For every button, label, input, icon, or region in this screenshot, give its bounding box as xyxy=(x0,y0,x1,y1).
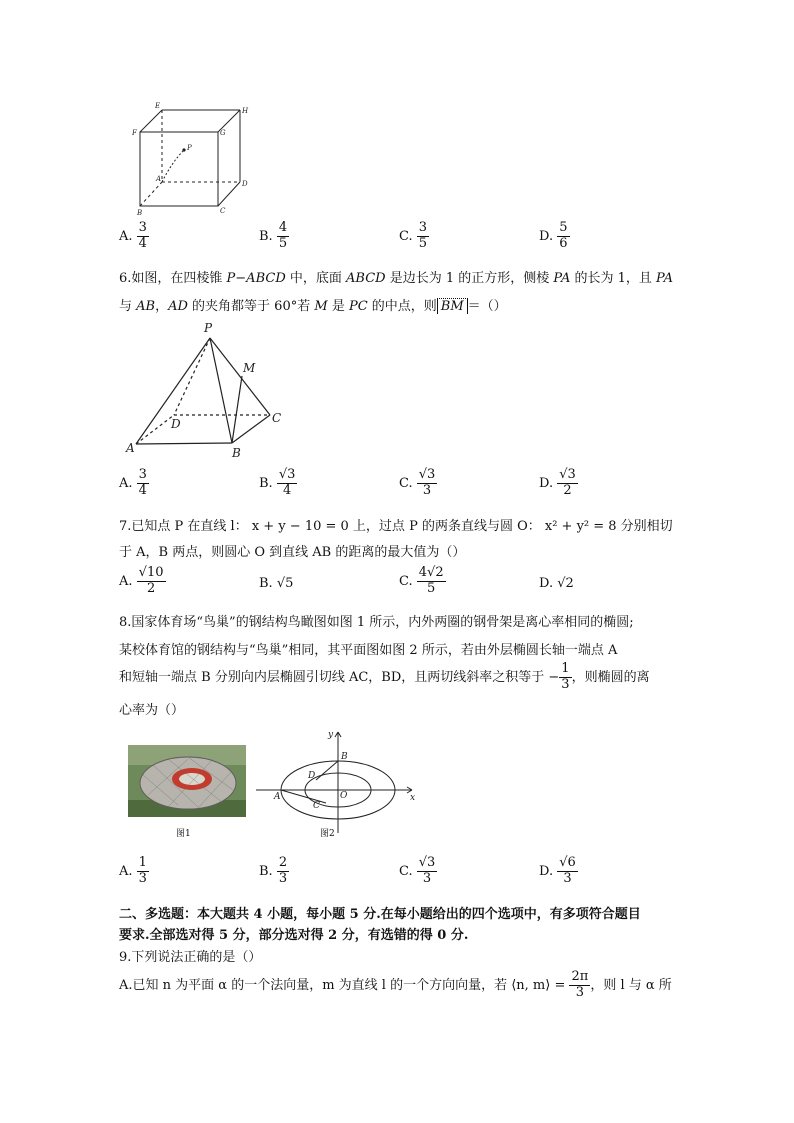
q6-option-c: C. $\frac{√3}{3}$ xyxy=(399,467,436,498)
label-d: D xyxy=(308,771,316,781)
label-y: y xyxy=(328,730,334,740)
label-d: D xyxy=(242,180,248,188)
q9-title: 9.下列说法正确的是（） xyxy=(119,950,262,965)
section-2-heading-line-1: 二、多选题：本大题共 4 小题，每小题 5 分.在每小题给出的四个选项中，有多项符合题目 xyxy=(119,907,641,922)
q7-option-c: C. $\frac{4√2}{5}$ xyxy=(399,565,444,596)
label-c: C xyxy=(313,801,320,811)
label-b: B xyxy=(341,752,348,762)
section-2-heading-line-2: 要求.全部选对得 5 分，部分选对得 2 分，有选错的得 0 分. xyxy=(119,928,469,943)
label-a: A xyxy=(274,792,281,802)
label-a: A xyxy=(156,175,162,183)
label-p: P xyxy=(204,321,213,335)
figure-2-caption: 图2 xyxy=(320,829,335,839)
label-x: x xyxy=(410,793,416,803)
q7-option-d: D. √2 xyxy=(539,576,574,591)
q6-line-2: 与 AB，AD 的夹角都等于 60°若 M 是 PC 的中点，则 BM ＝（） xyxy=(119,299,507,314)
q6-option-d: D. $\frac{√3}{2}$ xyxy=(539,467,576,498)
q7-line-1: 7.已知点 P 在直线 l： x + y − 10 = 0 上，过点 P 的两条直线与圆 O： x² + y² = 8 分别相切 xyxy=(119,519,673,534)
label-o: O xyxy=(340,791,348,801)
tangent-bd xyxy=(316,761,338,780)
q7-option-a: A. $\frac{√10}{2}$ xyxy=(119,565,164,596)
label-g: G xyxy=(220,129,226,137)
point-p xyxy=(182,148,185,151)
q9-option-a: A.已知 n 为平面 α 的一个法向量，m 为直线 l 的一个方向向量，若 ⟨n, m⟩ = $\frac{2\pi}{3}$ ，则 l 与 α 所 xyxy=(119,969,672,1000)
q6-option-b: B. $\frac{√3}{4}$ xyxy=(259,467,296,498)
label-h: H xyxy=(242,107,249,115)
ellipses-diagram xyxy=(252,728,422,838)
q8-option-c: C. $\frac{√3}{3}$ xyxy=(399,855,436,886)
q8-line-1: 8.国家体育场“鸟巢”的钢结构鸟瞰图如图 1 所示，内外两圈的钢骨架是离心率相同的椭圆; xyxy=(119,615,634,630)
cube-front-face xyxy=(140,132,218,206)
q7-line-2: 于 A，B 两点，则圆心 O 到直线 AB 的距离的最大值为（） xyxy=(119,545,466,560)
q8-line-2: 某校体育馆的钢结构与“鸟巢”相同，其平面图如图 2 所示，若由外层椭圆长轴一端点 A xyxy=(119,643,618,658)
q8-line-3: 和短轴一端点 B 分别向内层椭圆引切线 AC，BD，且两切线斜率之积等于 − $\frac{1}{3}$ ，则椭圆的离 xyxy=(119,661,650,692)
label-m: M xyxy=(243,361,256,375)
q8-line-4: 心率为（） xyxy=(119,703,185,718)
cube-figure xyxy=(128,100,268,220)
label-f: F xyxy=(132,129,137,137)
q8-option-d: D. $\frac{√6}{3}$ xyxy=(539,855,576,886)
bird-nest-stadium-photo xyxy=(128,745,246,817)
figure-1-caption: 图1 xyxy=(176,829,191,839)
q8-option-a: A. $\frac{1}{3}$ xyxy=(119,855,147,886)
q5-option-c: C. $\frac{3}{5}$ xyxy=(399,220,428,251)
q5-option-a: A. $\frac{3}{4}$ xyxy=(119,220,147,251)
q6-option-a: A. $\frac{3}{4}$ xyxy=(119,467,147,498)
q5-option-b: B. $\frac{4}{5}$ xyxy=(259,220,288,251)
q8-option-b: B. $\frac{2}{3}$ xyxy=(259,855,288,886)
label-c: C xyxy=(220,207,226,215)
label-c: C xyxy=(272,411,282,425)
q6-line-1: 6.如图，在四棱锥 P−ABCD 中，底面 ABCD 是边长为 1 的正方形，侧棱 PA 的长为 1，且 PA xyxy=(119,271,673,286)
vector-bm: BM xyxy=(437,298,468,314)
label-b: B xyxy=(137,209,143,217)
label-a: A xyxy=(126,441,135,455)
label-d: D xyxy=(171,417,181,431)
q7-option-b: B. √5 xyxy=(259,576,294,591)
label-b: B xyxy=(232,446,241,460)
q5-option-d: D. $\frac{5}{6}$ xyxy=(539,220,568,251)
label-p: P xyxy=(187,144,192,152)
pyramid-figure xyxy=(122,318,292,463)
curve-to-p xyxy=(162,150,184,182)
label-e: E xyxy=(155,102,161,110)
